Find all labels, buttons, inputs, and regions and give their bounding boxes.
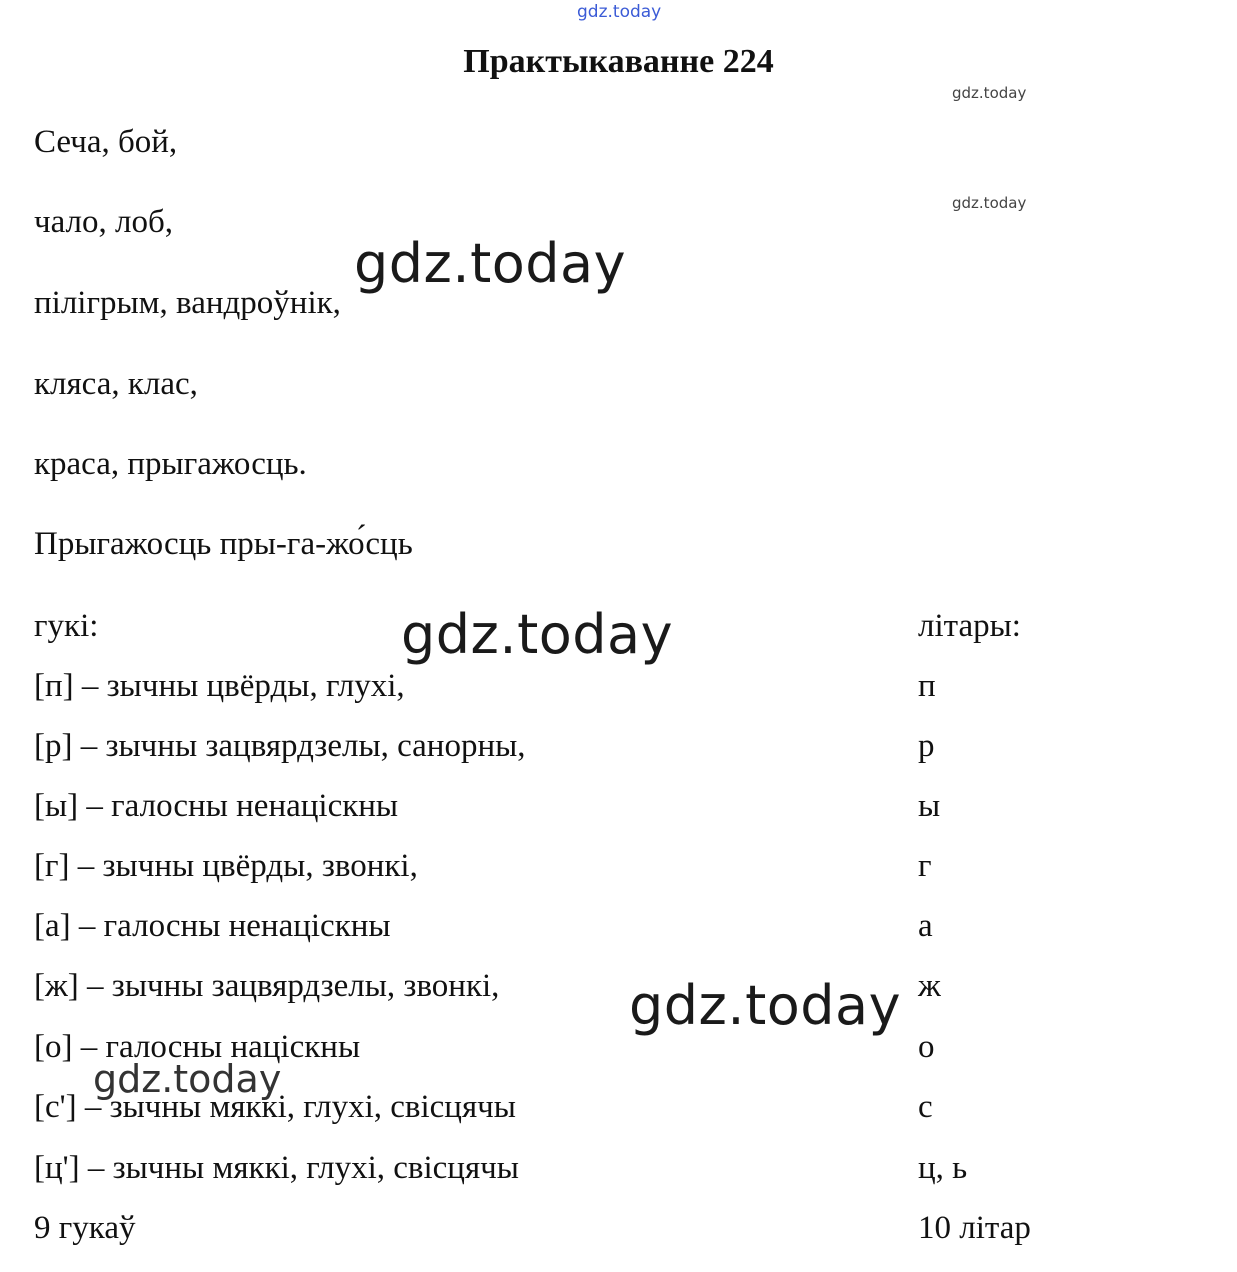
watermark-medium: gdz.today [93,1057,282,1101]
letter-cell: ж [918,968,941,1004]
syllables-line: Прыгажосць пры-га-жо́сць [34,526,413,562]
synonym-line: пілігрым, вандроўнік, [34,285,341,321]
watermark-top: gdz.today [577,2,662,22]
letter-cell: п [918,668,936,704]
sound-row: [ц'] – зычны мяккі, глухі, свісцячы [34,1150,519,1186]
sounds-header: гукі: [34,608,99,644]
synonym-line: Сеча, бой, [34,124,178,160]
sound-row: [р] – зычны зацвярдзелы, санорны, [34,728,526,764]
letters-header: літары: [918,608,1021,644]
watermark-large: gdz.today [354,232,627,295]
sound-row: [ы] – галосны ненаціскны [34,788,399,824]
letter-cell: ц, ь [918,1150,968,1186]
letter-cell: р [918,728,935,764]
sound-row: [о] – галосны націскны [34,1029,361,1065]
sound-row: [ж] – зычны зацвярдзелы, звонкі, [34,968,500,1004]
sound-row: [п] – зычны цвёрды, глухі, [34,668,405,704]
letter-cell: ы [918,788,941,824]
sound-row: [с'] – зычны мяккі, глухі, свісцячы [34,1089,516,1125]
synonym-line: чало, лоб, [34,204,174,240]
synonym-line: краса, прыгажосць. [34,446,307,482]
sound-row: [г] – зычны цвёрды, звонкі, [34,848,418,884]
total-letters: 10 літар [918,1210,1031,1246]
watermark-small: gdz.today [952,84,1027,102]
letter-cell: с [918,1089,933,1125]
letter-cell: а [918,908,933,944]
sound-row: [а] – галосны ненаціскны [34,908,391,944]
page-title: Практыкаванне 224 [463,43,774,80]
watermark-large: gdz.today [401,603,674,666]
watermark-small: gdz.today [952,194,1027,212]
letter-cell: г [918,848,932,884]
watermark-large: gdz.today [629,974,902,1037]
letter-cell: о [918,1029,935,1065]
total-sounds: 9 гукаў [34,1210,136,1246]
synonym-line: кляса, клас, [34,366,198,402]
